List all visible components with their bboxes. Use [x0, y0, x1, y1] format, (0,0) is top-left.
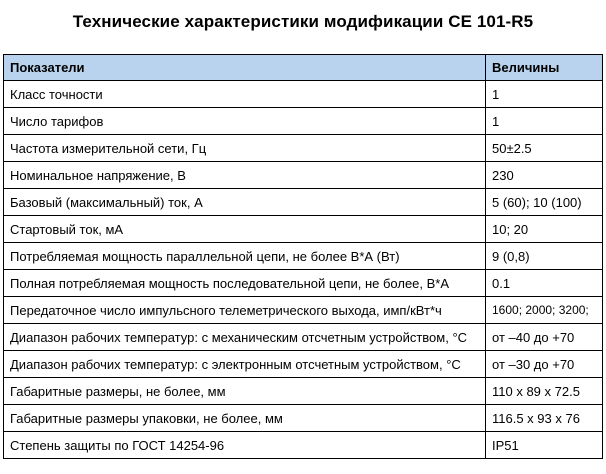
table-row	[4, 162, 603, 189]
page-title: Технические характеристики модификации СЕ 101-R5	[72, 12, 534, 31]
row-label: Передаточное число импульсного телеметрического выхода, имп/кВт*ч	[4, 297, 486, 324]
specifications-table	[3, 54, 603, 459]
table-row	[4, 189, 603, 216]
row-value: от –30 до +70	[486, 351, 603, 378]
row-label: Габаритные размеры, не более, мм	[4, 378, 486, 405]
table-row	[4, 135, 603, 162]
row-value: 50±2.5	[486, 135, 603, 162]
row-label: Габаритные размеры упаковки, не более, мм	[4, 405, 486, 432]
row-value: 5 (60); 10 (100)	[486, 189, 603, 216]
row-value: от –40 до +70	[486, 324, 603, 351]
row-label: Число тарифов	[4, 108, 486, 135]
row-label: Диапазон рабочих температур: с механическим отсчетным устройством, °С	[4, 324, 486, 351]
table-row	[4, 432, 603, 459]
table-row	[4, 378, 603, 405]
row-label: Степень защиты по ГОСТ 14254-96	[4, 432, 486, 459]
row-label: Класс точности	[4, 81, 486, 108]
table-row	[4, 270, 603, 297]
row-value: 0.1	[486, 270, 603, 297]
row-value: 116.5 х 93 х 76	[486, 405, 603, 432]
row-label: Полная потребляемая мощность последовательной цепи, не более, В*А	[4, 270, 486, 297]
table-header-row	[4, 55, 603, 81]
column-header-parameter: Показатели	[4, 55, 486, 81]
row-label: Стартовый ток, мА	[4, 216, 486, 243]
column-header-value: Величины	[486, 55, 603, 81]
table-row	[4, 243, 603, 270]
row-label: Номинальное напряжение, В	[4, 162, 486, 189]
row-value: 9 (0,8)	[486, 243, 603, 270]
row-label: Частота измерительной сети, Гц	[4, 135, 486, 162]
table-row	[4, 297, 603, 324]
table-row	[4, 81, 603, 108]
table-row	[4, 405, 603, 432]
row-value: 10; 20	[486, 216, 603, 243]
row-value: 110 х 89 х 72.5	[486, 378, 603, 405]
row-value: IP51	[486, 432, 603, 459]
table-row	[4, 351, 603, 378]
row-label: Потребляемая мощность параллельной цепи, не более В*А (Вт)	[4, 243, 486, 270]
row-label: Диапазон рабочих температур: с электронным отсчетным устройством, °С	[4, 351, 486, 378]
table-row	[4, 324, 603, 351]
row-label: Базовый (максимальный) ток, А	[4, 189, 486, 216]
row-value: 1	[486, 81, 603, 108]
row-value: 1	[486, 108, 603, 135]
row-value: 230	[486, 162, 603, 189]
table-row	[4, 216, 603, 243]
table-row	[4, 108, 603, 135]
row-value: 1600; 2000; 3200;	[486, 297, 603, 324]
